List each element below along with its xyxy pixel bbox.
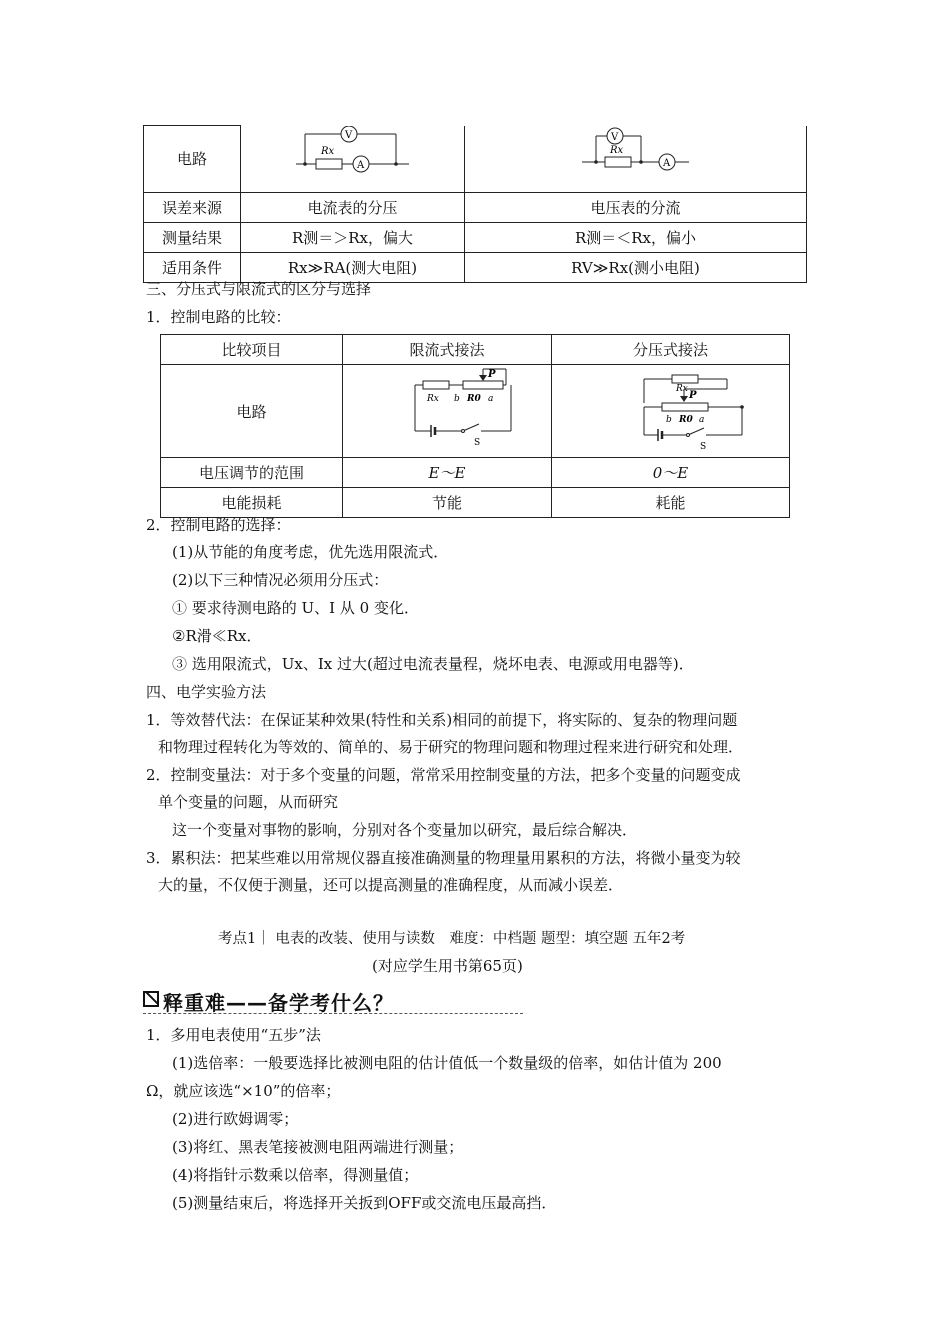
ammeter-label: A: [357, 159, 365, 171]
end-a-label-2: a: [699, 415, 705, 425]
choice-sub-4: ②R滑≪Rx．: [172, 627, 262, 645]
row-label-voltage-range: 电压调节的范围: [161, 458, 343, 488]
rx-label: Rx: [321, 145, 335, 157]
multimeter-step-2: (2)进行欧姆调零；: [172, 1110, 299, 1128]
control-circuit-table: [160, 334, 790, 518]
multimeter-step-3: (3)将红、黑表笔接被测电阻两端进行测量；: [172, 1138, 464, 1156]
method-line-4: 单个变量的问题，从而研究: [158, 793, 339, 811]
ammeter-label-2: A: [663, 157, 671, 169]
shizhongnan-banner: [143, 987, 523, 1015]
choice-sub-1: (1)从节能的角度考虑，优先选用限流式．: [172, 543, 449, 561]
voltage-range-divider: 0～E: [552, 458, 790, 488]
voltage-divider-circuit: [552, 365, 790, 458]
voltage-divider-diagram: [552, 365, 789, 453]
end-b-label-2: b: [666, 415, 672, 425]
method-line-5: 这一个变量对事物的影响，分别对各个变量加以研究，最后综合解决．: [172, 821, 638, 839]
error-source-internal: 电压表的分流: [465, 192, 807, 222]
row-label-circuit-2: 电路: [161, 365, 343, 458]
end-b-label: b: [454, 394, 460, 404]
external-connection-circuit: [241, 126, 465, 193]
rx-label-2: Rx: [610, 144, 624, 156]
header-voltage-divider: 分压式接法: [552, 335, 790, 365]
multimeter-step-1a: (1)选倍率：一般要选择比被测电阻的估计值低一个数量级的倍率，如估计值为 200: [172, 1054, 722, 1072]
switch-s-label-2: S: [700, 442, 707, 452]
row-label-error-source: 误差来源: [144, 192, 241, 222]
header-compare-item: 比较项目: [161, 335, 343, 365]
multimeter-heading: 1．多用电表使用“五步”法: [146, 1026, 321, 1044]
multimeter-step-5: (5)测量结束后，将选择开关扳到OFF或交流电压最高挡．: [172, 1194, 557, 1212]
internal-connection-circuit: [465, 126, 807, 193]
switch-s-label: S: [474, 438, 481, 448]
rx-label-4: Rx: [676, 384, 688, 394]
section4-heading: 四、电学实验方法: [146, 683, 267, 701]
row-label-result: 测量结果: [144, 222, 241, 252]
condition-internal: RV≫Rx(测小电阻): [465, 252, 807, 282]
section3-item2: 2．控制电路的选择：: [146, 516, 291, 534]
method-line-2: 和物理过程转化为等效的、简单的、易于研究的物理问题和物理过程来进行研究和处理．: [158, 738, 744, 756]
row-label-energy-loss: 电能损耗: [161, 488, 343, 518]
choice-sub-2: (2)以下三种情况必须用分压式：: [172, 571, 389, 589]
slider-p-label: P: [488, 369, 496, 380]
section3-heading: 三、分压式与限流式的区分与选择: [146, 280, 372, 298]
banner-title: 释重难——备学考什么？: [163, 991, 394, 1015]
method-line-3: 2．控制变量法：对于多个变量的问题，常常采用控制变量的方法，把多个变量的问题变成: [146, 766, 741, 784]
condition-external: Rx≫RA(测大电阻): [241, 252, 465, 282]
result-internal: R测＝＜Rx，偏小: [465, 222, 807, 252]
multimeter-step-1b: Ω，就应该选“×10”的倍率；: [146, 1082, 341, 1100]
error-source-external: 电流表的分压: [241, 192, 465, 222]
r0-label: R0: [467, 394, 481, 404]
row-label-condition: 适用条件: [144, 252, 241, 282]
multimeter-step-4: (4)将指针示数乘以倍率，得测量值；: [172, 1166, 419, 1184]
row-label-circuit: 电路: [144, 126, 241, 193]
slider-p-label-2: P: [689, 390, 697, 401]
external-connection-diagram: [241, 126, 464, 188]
choice-sub-5: ③ 选用限流式，Ux、Ix 过大(超过电流表量程，烧坏电表、电源或用电器等)．: [172, 655, 694, 673]
header-current-limiting: 限流式接法: [343, 335, 552, 365]
end-a-label: a: [488, 394, 494, 404]
r0-label-2: R0: [679, 415, 693, 425]
energy-loss-limiting: 节能: [343, 488, 552, 518]
measurement-method-table: [143, 125, 807, 283]
method-line-6: 3．累积法：把某些难以用常规仪器直接准确测量的物理量用累积的方法，将微小量变为较: [146, 849, 741, 867]
banner-underline: [143, 1013, 523, 1014]
banner-arrow-icon: [143, 991, 159, 1007]
internal-connection-diagram: [465, 126, 806, 188]
voltmeter-label: V: [345, 129, 353, 141]
method-line-7: 大的量，不仅便于测量，还可以提高测量的准确程度，从而减小误差．: [158, 876, 624, 894]
method-line-1: 1．等效替代法：在保证某种效果(特性和关系)相同的前提下，将实际的、复杂的物理问题: [146, 711, 738, 729]
rx-label-3: Rx: [427, 394, 439, 404]
current-limiting-circuit: [343, 365, 552, 458]
result-external: R测＝＞Rx，偏大: [241, 222, 465, 252]
current-limiting-diagram: [343, 365, 551, 453]
kaodian-title: 考点1｜ 电表的改装、使用与读数 难度：中档题 题型：填空题 五年2考: [218, 931, 686, 947]
choice-sub-3: ① 要求待测电路的 U、I 从 0 变化．: [172, 599, 419, 617]
voltage-range-limiting: E～E: [343, 458, 552, 488]
kaodian-ref: (对应学生用书第65页): [372, 957, 523, 975]
voltmeter-label-2: V: [611, 131, 619, 143]
section3-item1: 1．控制电路的比较：: [146, 308, 291, 326]
energy-loss-divider: 耗能: [552, 488, 790, 518]
